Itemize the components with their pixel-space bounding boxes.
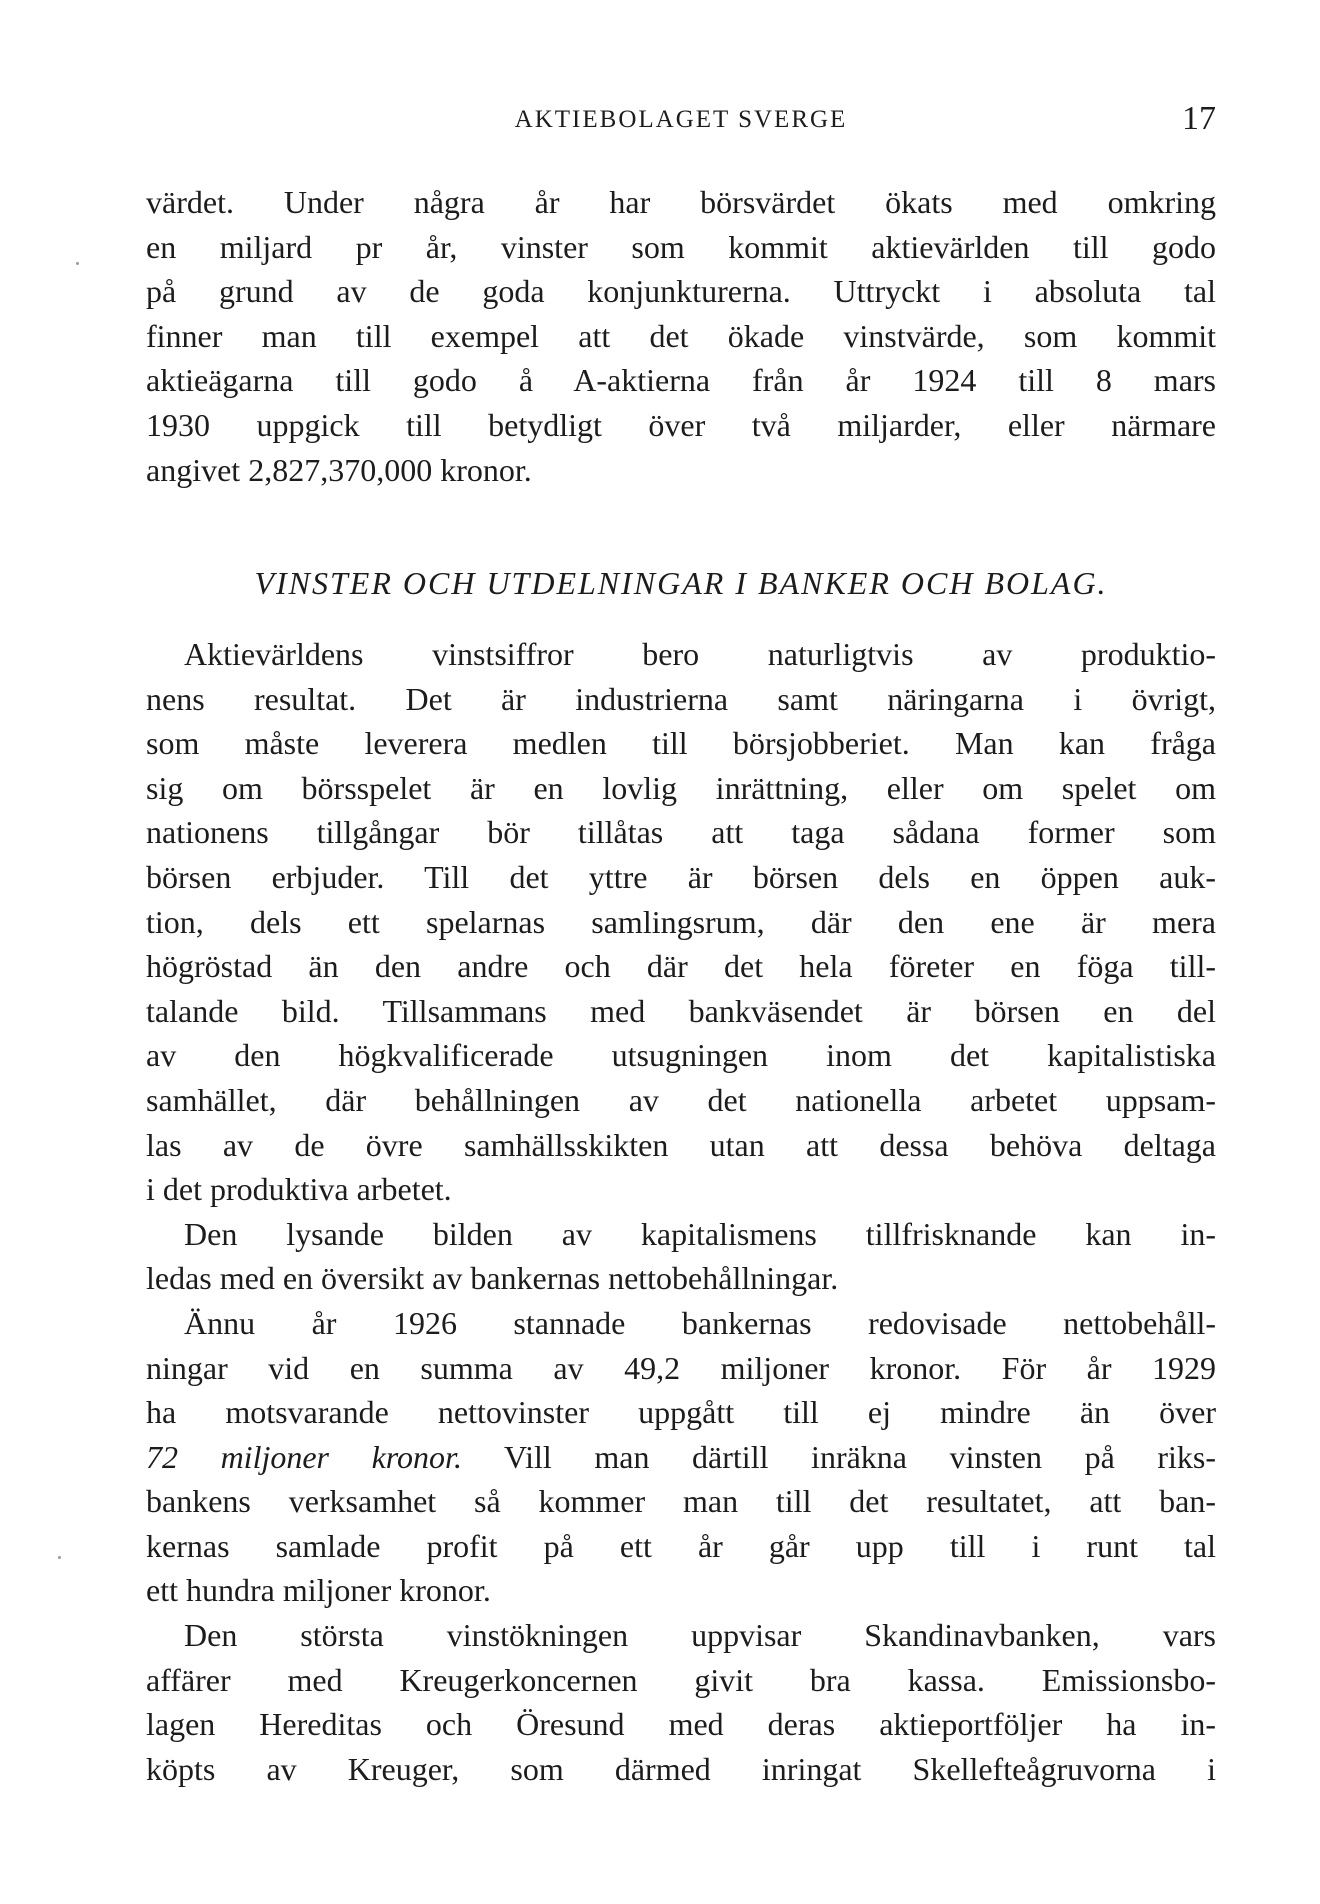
paragraph-1 bbox=[146, 180, 1216, 492]
paragraph-4 bbox=[146, 1301, 1216, 1613]
text-line: som måste leverera medlen till börsjobberiet. Man kan fråga bbox=[146, 725, 1216, 762]
running-title: AKTIEBOLAGET SVERGE bbox=[514, 106, 848, 133]
text-line: nens resultat. Det är industrierna samt näringarna i övrigt, bbox=[146, 680, 1216, 717]
text-line: en miljard pr år, vinster som kommit aktievärlden till godo bbox=[146, 228, 1216, 265]
text-line: ningar vid en summa av 49,2 miljoner kronor. För år 1929 bbox=[146, 1349, 1216, 1386]
text-line: kernas samlade profit på ett år går upp till i runt tal bbox=[146, 1527, 1216, 1564]
text-line: av den högkvalificerade utsugningen inom det kapitalistiska bbox=[146, 1037, 1216, 1074]
text-line: köpts av Kreuger, som därmed inringat Skellefteågruvorna i bbox=[146, 1750, 1216, 1787]
text-line: ett hundra miljoner kronor. bbox=[146, 1572, 491, 1609]
text-line: 1930 uppgick till betydligt över två miljarder, eller närmare bbox=[146, 406, 1216, 443]
text-line: på grund av de goda konjunkturerna. Uttryckt i absoluta tal bbox=[146, 273, 1216, 310]
text-line: nationens tillgångar bör tillåtas att taga sådana former som bbox=[146, 814, 1216, 851]
running-header bbox=[146, 100, 1216, 140]
text-line: las av de övre samhällsskikten utan att dessa behöva deltaga bbox=[146, 1126, 1216, 1163]
text-line: Ännu år 1926 stannade bankernas redovisade nettobehåll- bbox=[184, 1304, 1216, 1341]
text-line: börsen erbjuder. Till det yttre är börsen dels en öppen auk- bbox=[146, 858, 1216, 895]
text-line: sig om börsspelet är en lovlig inrättning, eller om spelet om bbox=[146, 769, 1216, 806]
paragraph-5 bbox=[146, 1613, 1216, 1791]
paragraph-3 bbox=[146, 1212, 1216, 1301]
text-line: värdet. Under några år har börsvärdet ökats med omkring bbox=[146, 184, 1216, 220]
margin-speck bbox=[76, 262, 79, 265]
body-section bbox=[146, 632, 1216, 1791]
text-line: Aktievärldens vinstsiffror bero naturligtvis av produktio- bbox=[184, 636, 1216, 672]
page-number: 17 bbox=[1182, 100, 1216, 137]
line-continuation: Vill man därtill inräkna vinsten på riks- bbox=[461, 1438, 1217, 1475]
paragraph-2 bbox=[146, 632, 1216, 1212]
section-heading: VINSTER OCH UTDELNINGAR I BANKER OCH BOLAG. bbox=[254, 565, 1108, 601]
text-line: bankens verksamhet så kommer man till det resultatet, att ban- bbox=[146, 1483, 1216, 1520]
text-line: högröstad än den andre och där det hela företer en föga till- bbox=[146, 948, 1216, 985]
text-line bbox=[146, 1435, 1216, 1480]
text-line: talande bild. Tillsammans med bankväsendet är börsen en del bbox=[146, 992, 1216, 1029]
text-line: samhället, där behållningen av det nationella arbetet uppsam- bbox=[146, 1081, 1216, 1118]
text-line: ledas med en översikt av bankernas nettobehållningar. bbox=[146, 1260, 839, 1297]
text-line: finner man till exempel att det ökade vinstvärde, som kommit bbox=[146, 317, 1216, 354]
text-line: Den största vinstökningen uppvisar Skandinavbanken, vars bbox=[184, 1617, 1216, 1654]
text-line: Den lysande bilden av kapitalismens tillfrisknande kan in- bbox=[184, 1215, 1216, 1252]
text-line: affärer med Kreugerkoncernen givit bra kassa. Emissionsbo- bbox=[146, 1661, 1216, 1698]
emphasized-amount: 72 miljoner kronor. bbox=[146, 1438, 462, 1475]
text-line: i det produktiva arbetet. bbox=[146, 1171, 452, 1208]
text-line: aktieägarna till godo å A-aktierna från år 1924 till 8 mars bbox=[146, 362, 1216, 399]
text-line: lagen Hereditas och Öresund med deras aktieportföljer ha in- bbox=[146, 1706, 1216, 1743]
text-line: angivet 2,827,370,000 kronor. bbox=[146, 451, 532, 488]
text-line: ha motsvarande nettovinster uppgått till ej mindre än över bbox=[146, 1394, 1216, 1431]
margin-speck bbox=[58, 1556, 61, 1559]
text-line: tion, dels ett spelarnas samlingsrum, där den ene är mera bbox=[146, 903, 1216, 940]
